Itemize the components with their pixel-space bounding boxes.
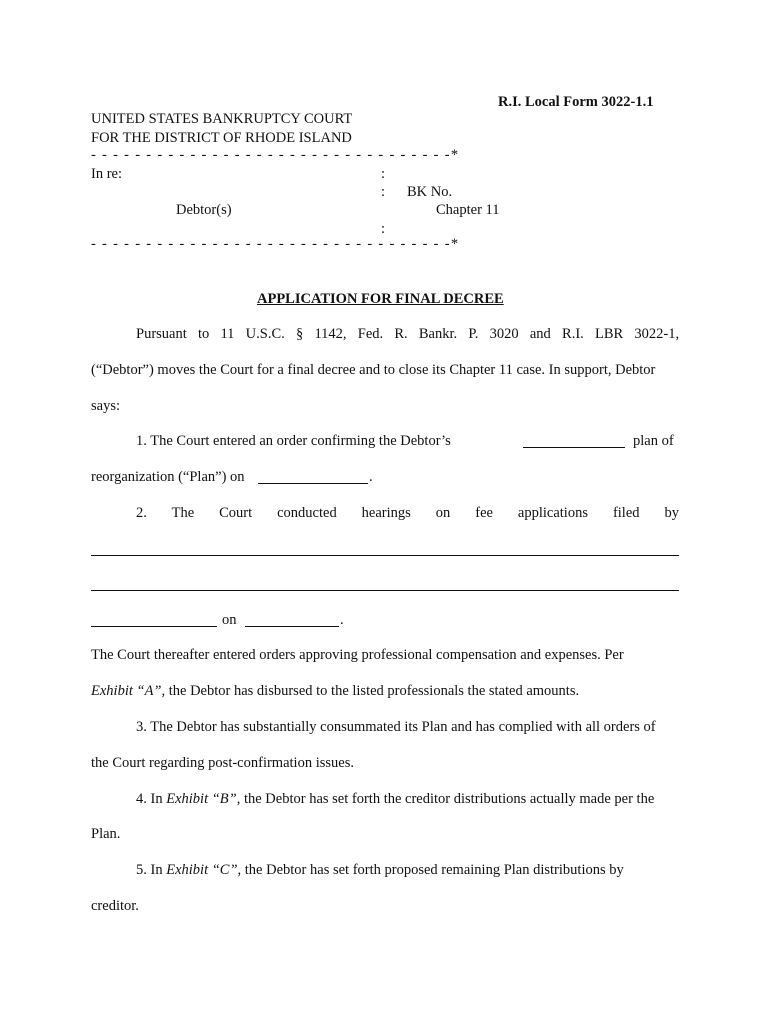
- para5-line-1: 5. In Exhibit “C”, the Debtor has set forth proposed remaining Plan distributions by: [136, 862, 624, 878]
- bk-number-label: BK No.: [407, 184, 453, 200]
- exhibit-a-ref: Exhibit “A”,: [91, 683, 166, 699]
- caption-dashes-top: - - - - - - - - - - - - - - - - - - - - - - - - - - - - - - - - -*: [91, 147, 460, 163]
- intro-line-1: Pursuant to 11 U.S.C. § 1142, Fed. R. Bankr. P. 3020 and R.I. LBR 3022-1,: [136, 326, 680, 342]
- exhibit-b-ref: Exhibit “B”: [166, 791, 237, 807]
- fee-applicants-blank-1[interactable]: [91, 555, 679, 556]
- para2-line-2: The Court thereafter entered orders approving professional compensation and expenses. Per: [91, 647, 624, 663]
- document-title: APPLICATION FOR FINAL DECREE: [257, 291, 504, 307]
- caption-dashes-bottom: - - - - - - - - - - - - - - - - - - - - - - - - - - - - - - - - -*: [91, 236, 460, 252]
- hearing-date-blank[interactable]: [245, 626, 339, 627]
- chapter-label: Chapter 11: [436, 202, 500, 218]
- court-name-line1: UNITED STATES BANKRUPTCY COURT: [91, 111, 353, 127]
- confirmation-date-blank[interactable]: [258, 483, 368, 484]
- caption-in-re: In re:: [91, 166, 122, 182]
- para1-period: .: [369, 469, 373, 485]
- caption-colon-3: :: [381, 221, 386, 237]
- caption-colon-2: :: [381, 184, 386, 200]
- fee-applicants-blank-2[interactable]: [91, 590, 679, 591]
- para3-line-1: 3. The Debtor has substantially consummated its Plan and has complied with all orders of: [136, 719, 656, 735]
- para2-period: .: [340, 612, 344, 628]
- exhibit-c-ref: Exhibit “C”: [166, 862, 238, 878]
- caption-debtor: Debtor(s): [176, 202, 232, 218]
- para4-line-1: 4. In Exhibit “B”, the Debtor has set forth the creditor distributions actually made per the: [136, 791, 655, 807]
- caption-colon-1: :: [381, 166, 386, 182]
- para2-line-1: 2. The Court conducted hearings on fee applications filed by: [136, 505, 679, 521]
- para5-line-2: creditor.: [91, 898, 139, 914]
- para1-line-1: 1. The Court entered an order confirming the Debtor’s: [136, 433, 451, 449]
- para2-line-3: Exhibit “A”, the Debtor has disbursed to the listed professionals the stated amounts.: [91, 683, 580, 699]
- intro-line-3: says:: [91, 398, 120, 414]
- para3-line-2: the Court regarding post-confirmation issues.: [91, 755, 354, 771]
- para4-line-2: Plan.: [91, 826, 121, 842]
- para1-line-2: reorganization (“Plan”) on: [91, 469, 245, 485]
- para2-on-word: on: [222, 612, 237, 628]
- fee-applicant-blank-3[interactable]: [91, 626, 217, 627]
- form-number: R.I. Local Form 3022-1.1: [498, 94, 654, 110]
- intro-line-2: (“Debtor”) moves the Court for a final decree and to close its Chapter 11 case. In support, Debtor: [91, 362, 656, 378]
- court-name-line2: FOR THE DISTRICT OF RHODE ISLAND: [91, 130, 352, 146]
- para1-line-1-end: plan of: [633, 433, 674, 449]
- plan-type-blank[interactable]: [523, 447, 625, 448]
